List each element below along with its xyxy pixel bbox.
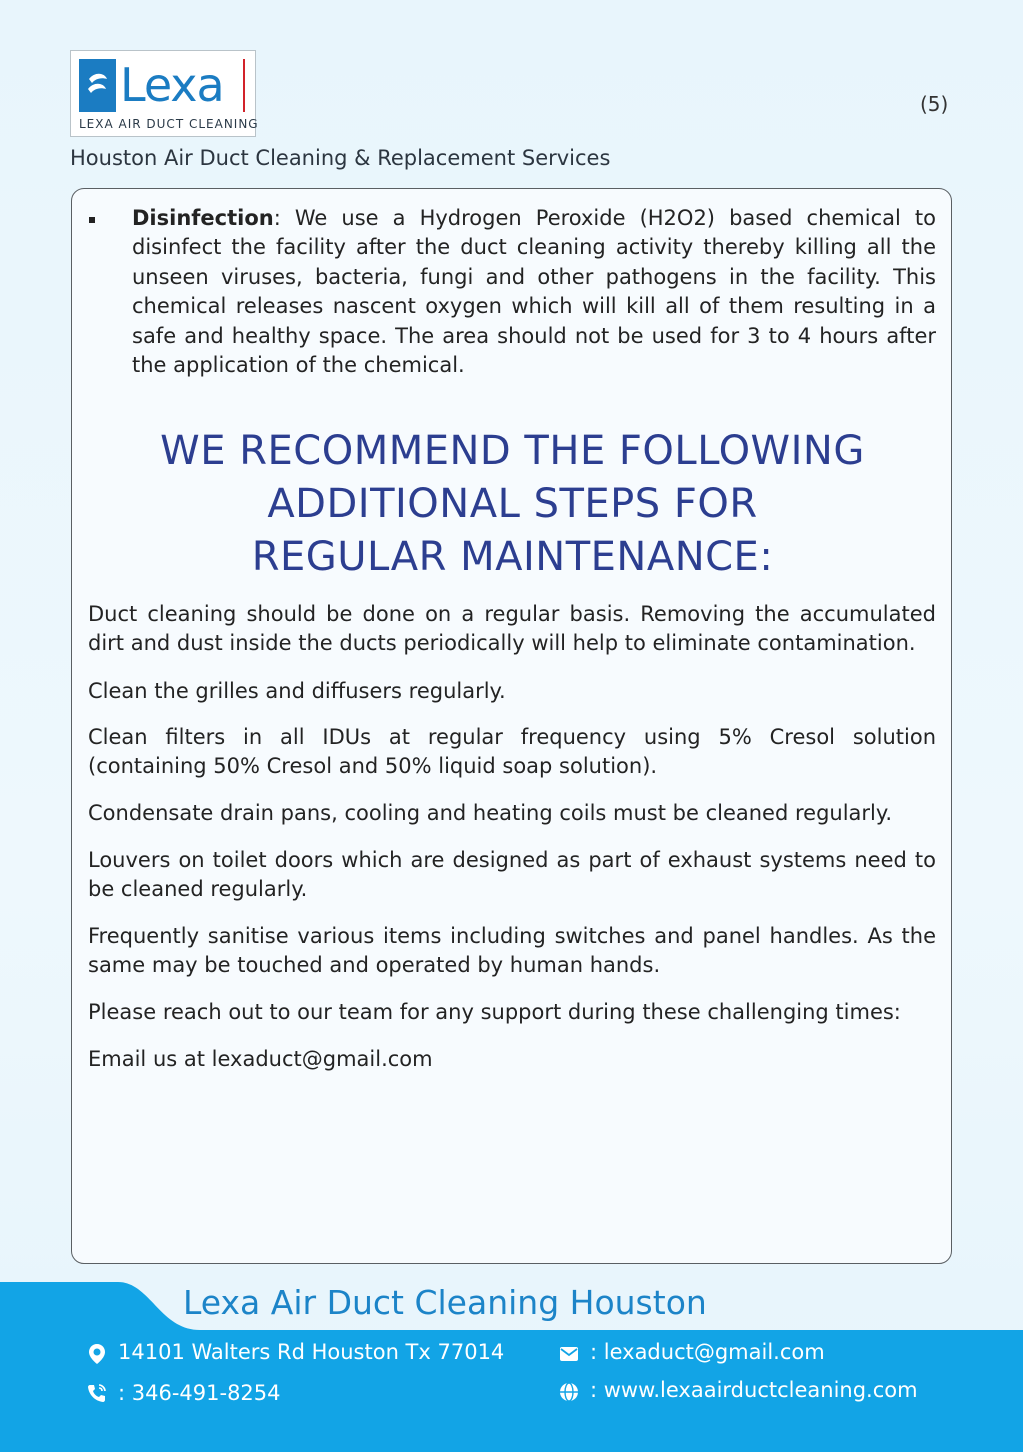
page-number: (5): [920, 92, 949, 116]
company-logo: [70, 50, 259, 137]
heading-line-3: REGULAR MAINTENANCE:: [251, 534, 774, 580]
bullet-marker: [89, 217, 95, 223]
footer-email[interactable]: : lexaduct@gmail.com: [590, 1340, 825, 1364]
email-icon: [558, 1343, 580, 1365]
paragraph-duct-cleaning: Duct cleaning should be done on a regular basis. Removing the accumulated dirt and dust inside the ducts periodically will help to eliminate contamination.: [88, 602, 936, 656]
globe-icon: [558, 1381, 580, 1403]
location-pin-icon: [86, 1343, 108, 1365]
disinfection-bullet: [132, 204, 936, 380]
footer-phone[interactable]: : 346-491-8254: [118, 1381, 281, 1405]
footer-address: 14101 Walters Rd Houston Tx 77014: [118, 1340, 505, 1364]
paragraph-grilles: Clean the grilles and diffusers regularly.: [88, 679, 506, 703]
footer: [0, 1282, 1023, 1452]
content-card: [71, 188, 952, 1264]
paragraph-drain-pans: Condensate drain pans, cooling and heating coils must be cleaned regularly.: [88, 801, 892, 825]
logo-subtext: LEXA AIR DUCT CLEANING: [79, 117, 259, 131]
paragraph-email: Email us at lexaduct@gmail.com: [88, 1047, 433, 1071]
phone-icon: [86, 1382, 108, 1404]
logo-accent-bar: [243, 59, 245, 112]
heading-line-1: WE RECOMMEND THE FOLLOWING: [160, 428, 865, 474]
bullet-term: Disinfection: [132, 206, 274, 230]
paragraph-sanitise: Frequently sanitise various items including switches and panel handles. As the same may be touched and operated by human hands.: [88, 924, 936, 978]
paragraph-filters: Clean filters in all IDUs at regular frequency using 5% Cresol solution (containing 50% Cresol and 50% liquid soap solution).: [88, 725, 936, 779]
section-heading: [72, 425, 953, 584]
logo-wordmark: Lexa: [120, 58, 224, 112]
paragraph-reach-out: Please reach out to our team for any support during these challenging times:: [88, 1000, 901, 1024]
footer-title: Lexa Air Duct Cleaning Houston: [183, 1283, 707, 1322]
paragraph-louvers: Louvers on toilet doors which are designed as part of exhaust systems need to be cleaned regularly.: [88, 848, 936, 902]
footer-website[interactable]: : www.lexaairductcleaning.com: [590, 1378, 918, 1402]
heading-line-2: ADDITIONAL STEPS FOR: [267, 481, 758, 527]
logo-mark-icon: [79, 59, 116, 112]
bullet-body: : We use a Hydrogen Peroxide (H2O2) based chemical to disinfect the facility after the duct cleaning activity thereby killing all the unseen viruses, bacteria, fungi and other pathogens in the facility. This chemical releases nascent oxygen which will kill all of them resulting in a safe and healthy space. The area should not be used for 3 to 4 hours after the application of the chemical.: [132, 206, 936, 378]
page-subtitle: Houston Air Duct Cleaning & Replacement Services: [70, 146, 611, 170]
